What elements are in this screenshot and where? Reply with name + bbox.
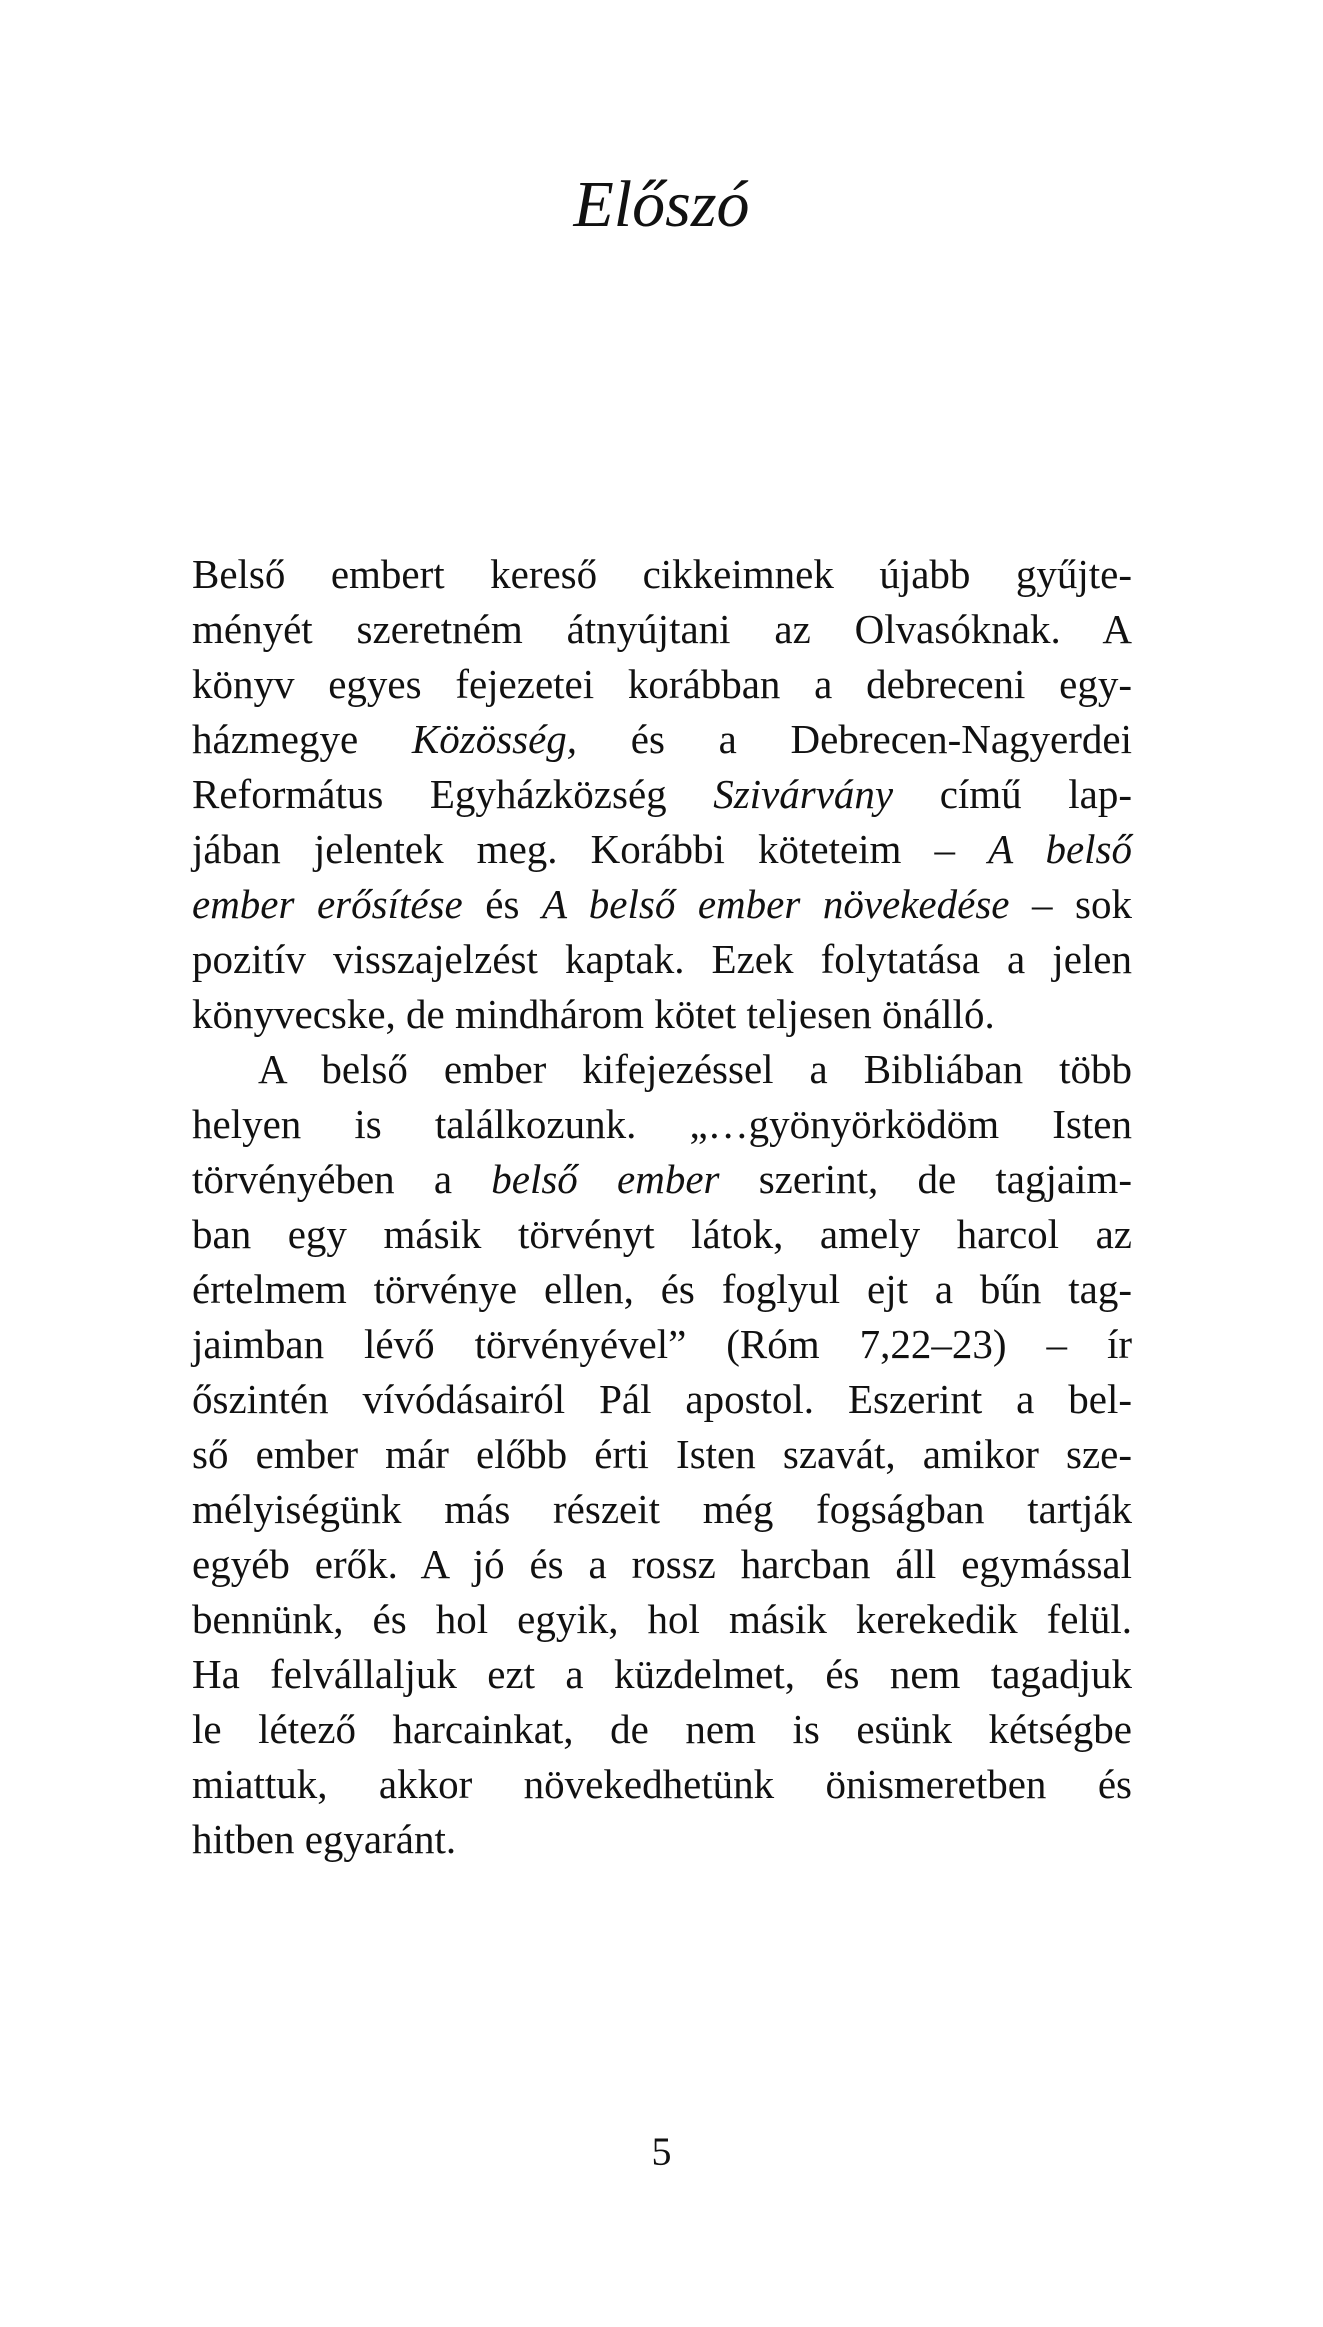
paragraph-2 [192, 1042, 1132, 1867]
text-line: őszintén vívódásairól Pál apostol. Eszerint a bel- [192, 1376, 1132, 1422]
text-line: házmegye Közösség, és a Debrecen-Nagyerdei [192, 716, 1132, 762]
italic-emphasis: belső ember [491, 1156, 720, 1202]
text-line: törvényében a belső ember szerint, de tagjaim- [192, 1156, 1132, 1202]
text-line: ember erősítése és A belső ember növekedése – sok [192, 881, 1133, 927]
italic-title: A belső [988, 826, 1132, 872]
text-line: mélyiségünk más részeit még fogságban tartják [192, 1486, 1132, 1532]
italic-title: A belső ember növekedése [541, 881, 1010, 927]
paragraph-1 [192, 547, 1132, 1042]
text-line: Belső embert kereső cikkeimnek újabb gyűjte- [192, 551, 1132, 597]
text-line: pozitív visszajelzést kaptak. Ezek folytatása a jelen [192, 936, 1132, 982]
body-text [192, 547, 1132, 1867]
text-line: le létező harcainkat, de nem is esünk kétségbe [192, 1706, 1132, 1752]
text-line: könyvecske, de mindhárom kötet teljesen önálló. [192, 991, 995, 1037]
text-line: értelmem törvénye ellen, és foglyul ejt a bűn tag- [192, 1266, 1132, 1312]
text-line: egyéb erők. A jó és a rossz harcban áll egymással [192, 1541, 1132, 1587]
text-line: Ha felvállaljuk ezt a küzdelmet, és nem tagadjuk [192, 1651, 1132, 1697]
text-line: jában jelentek meg. Korábbi köteteim – A belső [192, 826, 1132, 872]
text-line: miattuk, akkor növekedhetünk önismeretben és [192, 1761, 1132, 1807]
text-line: helyen is találkozunk. „…gyönyörködöm Isten [192, 1101, 1132, 1147]
text-line: ső ember már előbb érti Isten szavát, amikor sze- [192, 1431, 1132, 1477]
text-line: jaimban lévő törvényével” (Róm 7,22–23) – ír [192, 1321, 1132, 1367]
italic-title: Közösség, [411, 716, 578, 762]
text-line: bennünk, és hol egyik, hol másik kerekedik felül. [192, 1596, 1132, 1642]
chapter-title: Előszó [573, 168, 750, 241]
text-line: ban egy másik törvényt látok, amely harcol az [192, 1211, 1132, 1257]
text-line: hitben egyaránt. [192, 1816, 457, 1862]
page-number: 5 [651, 2129, 672, 2174]
text-line: A belső ember kifejezéssel a Bibliában több [258, 1046, 1132, 1092]
text-line: ményét szeretném átnyújtani az Olvasóknak. A [192, 606, 1132, 652]
italic-title: Szivárvány [713, 771, 894, 817]
text-line: Református Egyházközség Szivárvány című lap- [192, 771, 1132, 817]
text-line: könyv egyes fejezetei korábban a debreceni egy- [192, 661, 1132, 707]
italic-title: ember erősítése [192, 881, 463, 927]
